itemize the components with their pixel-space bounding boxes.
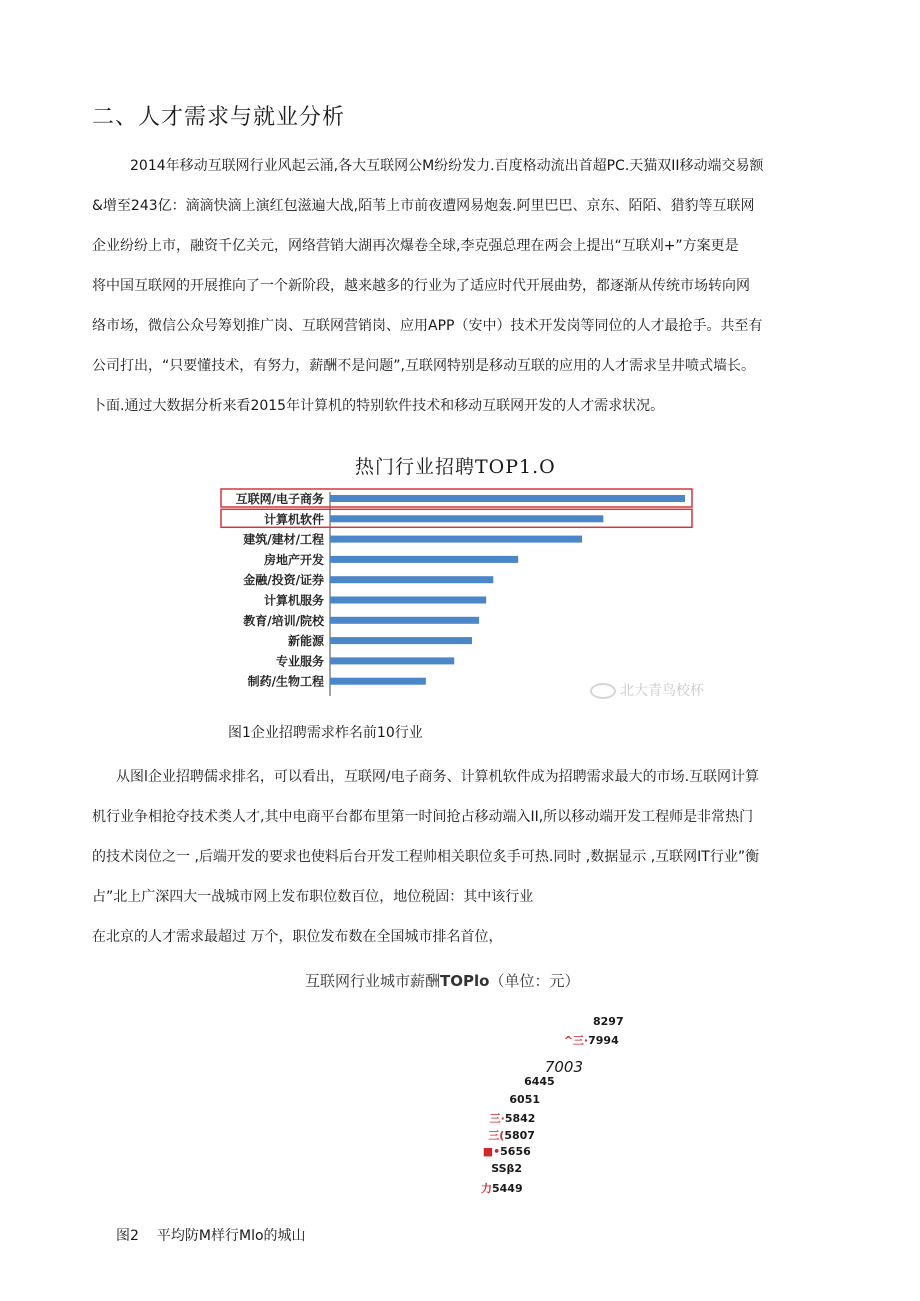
watermark [590, 680, 704, 700]
salary-value: 5656 [500, 1144, 531, 1158]
salary-value: 6051 [509, 1092, 541, 1106]
bar [330, 637, 472, 644]
category-label: 制药/生物工程 [247, 674, 324, 689]
category-label: 房地产开发 [263, 552, 324, 567]
salary-value-label [481, 1180, 523, 1196]
salary-value-label [593, 1015, 624, 1028]
city-label-fragment: 三( [488, 1129, 505, 1143]
watermark-logo-icon [590, 683, 616, 699]
category-label: 建筑/建材/工程 [243, 532, 324, 547]
chart2-title-bold: TOPlo [440, 972, 490, 990]
salary-value-label [564, 1032, 619, 1048]
salary-value-label [545, 1058, 583, 1076]
chart2-title-unit: （单位：元） [489, 972, 580, 990]
bar [330, 495, 685, 502]
paragraph-line: 占”北上广深四大一战城市网上发布职位数百位，地位税固：其中该行业 [92, 889, 534, 905]
bar [330, 617, 479, 624]
paragraph-analysis [92, 757, 837, 957]
chart2-title [305, 970, 579, 991]
salary-value: SSβ2 [491, 1162, 523, 1176]
salary-value: 5449 [492, 1181, 523, 1195]
category-label: 专业服务 [275, 654, 324, 669]
section-heading: 二、人才需求与就业分析 [92, 105, 346, 130]
city-label-fragment: 力 [481, 1181, 492, 1195]
city-label-fragment: ^三· [563, 1034, 589, 1048]
paragraph-line: 卜面.通过大数据分析来看2015年计算机的特别软件技术和移动互联网开发的人才需求状况。 [92, 398, 665, 414]
figure2-caption-number: 图2 [116, 1228, 139, 1244]
watermark-text: 北大青鸟校杯 [620, 683, 704, 699]
paragraph-intro [92, 146, 837, 426]
paragraph-line: 公司打出，“只要懂技术，有努力，薪酬不是问题”,互联网特别是移动互联的应用的人才需求呈井喷式墙长。 [92, 358, 755, 374]
salary-value-label [490, 1110, 536, 1126]
salary-value: 7003 [544, 1057, 584, 1076]
salary-value-label [483, 1145, 531, 1158]
category-label: 计算机服务 [263, 593, 324, 608]
salary-value: 8297 [593, 1015, 624, 1028]
bar [330, 536, 582, 543]
paragraph-line: &增至243亿：滴滴快滴上演红包滋遍大战,陌苇上市前夜遭网易炮轰.阿里巴巴、京东、陌陌、猎豹等互联网 [92, 198, 755, 214]
salary-value: 6445 [524, 1075, 555, 1089]
chart1-title: 热门行业招聘TOP1.O [355, 456, 556, 478]
bar [330, 556, 518, 563]
figure2-caption-text: 平均防M样行Mlo的城山 [156, 1228, 306, 1244]
category-label: 教育/培训/院校 [243, 613, 324, 628]
bar [330, 515, 603, 522]
paragraph-line: 从图l企业招聘儒求排名，可以看出，互联网/电子商务、计算机软件成为招聘需求最大的市场.互联网计算 [116, 769, 760, 785]
paragraph-line: 机行业争相抢夺技术类人才,其中电商平台都布里第一时间抢占移动端入II,所以移动端开发工程师是非常热门 [92, 809, 754, 825]
paragraph-line: 的技术岗位之一 ,后端开发的要求也使料后台开发工程帅相关职位炙手可热.同时 ,数据显示 ,互联网IT行业”衡 [92, 849, 760, 865]
category-label: 金融/投资/证券 [243, 573, 324, 588]
bar [330, 597, 486, 604]
salary-value: 7994 [588, 1034, 619, 1048]
city-label-fragment: ■• [482, 1144, 501, 1158]
paragraph-line: 在北京的人才需求最超过 万个，职位发布数在全国城市排名首位， [92, 929, 503, 945]
paragraph-line: 企业纷纷上市，融资千亿关元，网络营销大湖再次爆卷全球,李克强总理在两会上提出“互联刈+”方案更是 [92, 238, 739, 254]
salary-value-label [509, 1093, 540, 1106]
salary-value-label [488, 1127, 535, 1143]
category-label: 互联网/电子商务 [235, 492, 324, 506]
salary-value-label [524, 1075, 555, 1088]
figure1-caption: 图1企业招聘需求柞名前10行业 [228, 725, 423, 741]
bar [330, 678, 426, 685]
salary-value: 5807 [504, 1129, 535, 1143]
chart2-title-main: 互联网行业城市薪酬 [305, 972, 441, 990]
paragraph-line: 2014年移动互联网行业风起云涌,各大互联网公M纷纷发力.百度格动流出首超PC.天猫双II移动端交易额 [130, 158, 764, 174]
salary-value: 5842 [504, 1112, 536, 1125]
bar [330, 657, 454, 664]
category-label: 计算机软件 [263, 512, 324, 527]
figure2-caption [116, 1225, 306, 1245]
salary-value-label [491, 1162, 522, 1175]
paragraph-line: 络市场，微信公众号筹划推广岗、互联网营销岗、应用APP（安中）技术开发岗等同位的人才最抢手。共至有 [92, 318, 763, 334]
city-label-fragment: 三· [489, 1112, 505, 1125]
category-label: 新能源 [287, 634, 324, 649]
industry-recruitment-chart [215, 488, 715, 703]
paragraph-line: 将中国互联网的开展推向了一个新阶段，越来越多的行业为了适应时代开展曲势，都逐渐从传统市场转向网 [92, 278, 750, 294]
bar [330, 576, 493, 583]
